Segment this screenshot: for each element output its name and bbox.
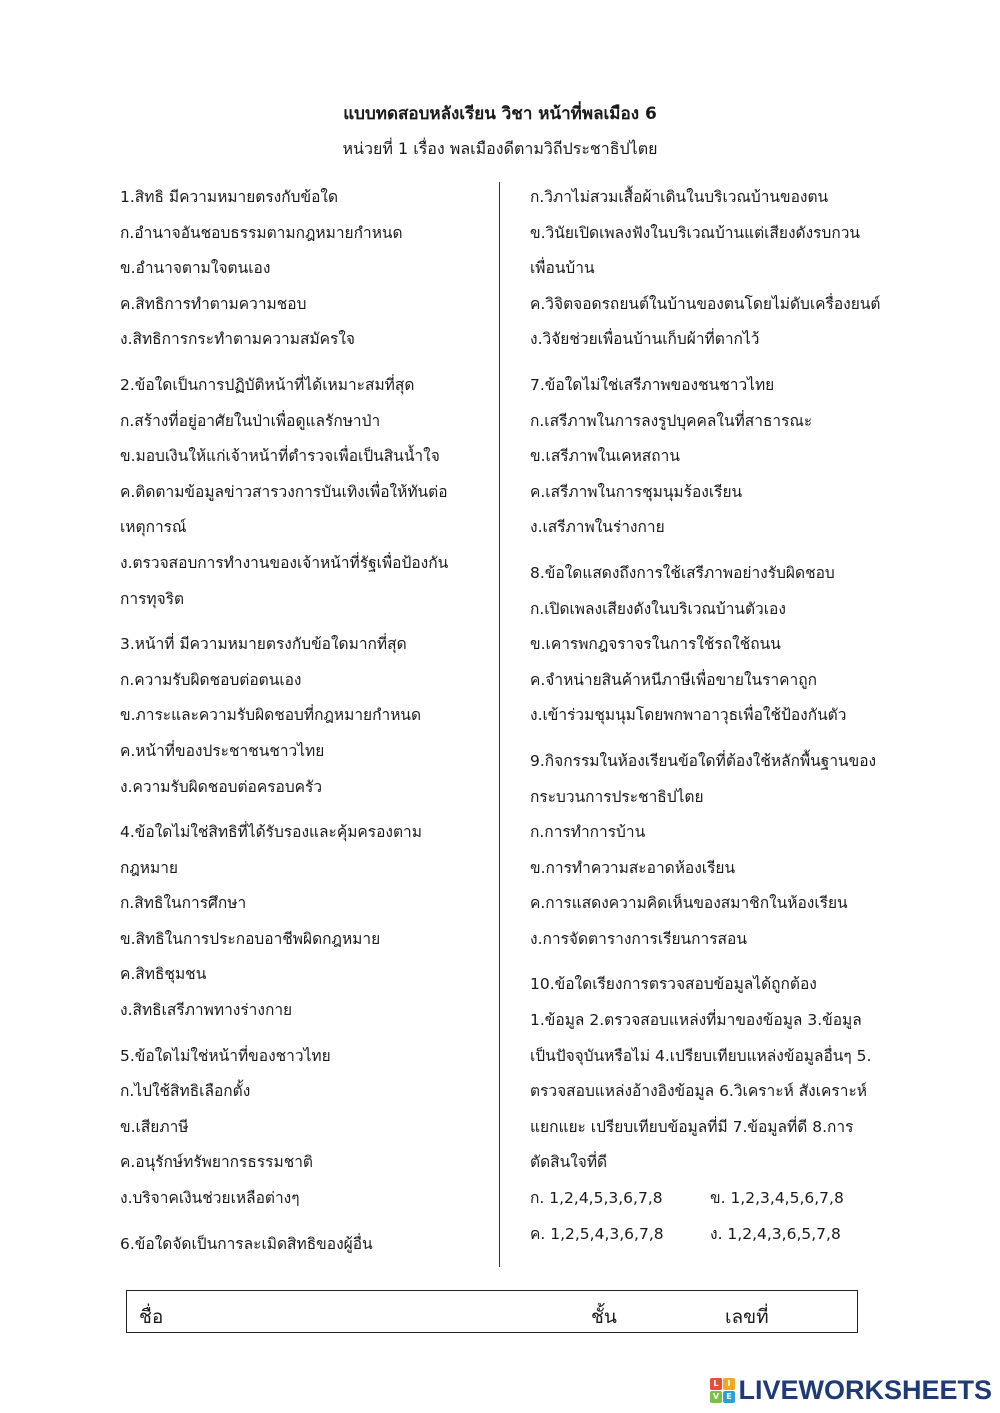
class-label[interactable]: ชั้น [591,1306,617,1328]
question-line[interactable]: ค.สิทธิชุมชน [120,965,207,984]
question-line[interactable]: ง.เสรีภาพในร่างกาย [530,518,665,537]
question-line[interactable]: ง.ตรวจสอบการทำงานของเจ้าหน้าที่รัฐเพื่อป้องกัน [120,553,449,572]
page-title: แบบทดสอบหลังเรียน วิชา หน้าที่พลเมือง 6 [343,104,657,124]
q10-choice-c[interactable]: ค. 1,2,5,4,3,6,7,8 [530,1224,664,1243]
question-line: 5.ข้อใดไม่ใช่หน้าที่ของชาวไทย [120,1046,331,1065]
name-box [126,1290,858,1333]
question-line[interactable]: ก.ไปใช้สิทธิเลือกตั้ง [120,1082,251,1101]
question-line[interactable]: ง.สิทธิการกระทำตามความสมัครใจ [120,330,356,349]
logo-text: LIVEWORKSHEETS [738,1374,992,1405]
liveworksheets-mark-icon [709,1377,735,1403]
page-subtitle: หน่วยที่ 1 เรื่อง พลเมืองดีตามวิถีประชาธิปไตย [342,139,658,158]
question-line: 8.ข้อใดแสดงถึงการใช้เสรีภาพอย่างรับผิดชอบ [530,563,835,582]
question-line[interactable]: ก.เสรีภาพในการลงรูปบุคคลในที่สาธารณะ [530,411,813,430]
question-line[interactable]: ข.เสรีภาพในเคหสถาน [530,447,680,466]
question-line[interactable]: ข.ภาระและความรับผิดชอบที่กฎหมายกำหนด [120,706,422,725]
question-line: 9.กิจกรรมในห้องเรียนข้อใดที่ต้องใช้หลักพื้นฐานของ [530,751,877,770]
question-line[interactable]: แยกแยะ เปรียบเทียบข้อมูลที่มี 7.ข้อมูลที่ดี 8.การ [530,1117,854,1136]
question-block [120,633,495,811]
question-block [120,374,495,623]
question-line: 2.ข้อใดเป็นการปฏิบัติหน้าที่ได้เหมาะสมที่สุด [120,375,415,394]
question-line: ก.วิภาไม่สวมเสื้อผ้าเดินในบริเวณบ้านของตน [530,188,829,206]
question-line[interactable]: เป็นปัจจุบันหรือไม่ 4.เปรียบเทียบแหล่งข้อมูลอื่นๆ 5. [530,1046,872,1065]
question-line[interactable]: ข.เสียภาษี [120,1117,189,1136]
question-line[interactable]: ค.การแสดงความคิดเห็นของสมาชิกในห้องเรียน [530,894,848,913]
question-line[interactable]: ค.อนุรักษ์ทรัพยากรธรรมชาติ [120,1153,314,1172]
number-label[interactable]: เลขที่ [725,1306,769,1328]
question-line[interactable]: ข.สิทธิในการประกอบอาชีพผิดกฎหมาย [120,929,381,948]
right-column [530,186,900,1258]
question-line[interactable]: ก.ความรับผิดชอบต่อตนเอง [120,670,302,689]
question-line[interactable]: ข.วินัยเปิดเพลงฟังในบริเวณบ้านแต่เสียงดังรบกวน [530,223,861,242]
q10-choices-row [530,1223,900,1259]
question-line[interactable]: ข.อำนาจตามใจตนเอง [120,259,271,278]
question-line[interactable]: ง.การจัดตารางการเรียนการสอน [530,929,747,948]
question-line[interactable]: ง.บริจาคเงินช่วยเหลือต่างๆ [120,1189,300,1208]
question-line[interactable]: ก.การทำการบ้าน [530,823,646,842]
name-label[interactable]: ชื่อ [139,1306,164,1328]
question-block [530,750,900,964]
question-block [530,374,900,552]
question-block [120,1233,495,1269]
question-line[interactable]: กระบวนการประชาธิปไตย [530,787,704,806]
question-line: 6.ข้อใดจัดเป็นการละเมิดสิทธิของผู้อื่น [120,1234,373,1253]
question-line[interactable]: กฎหมาย [120,858,179,877]
question-block [530,186,900,364]
logo-mark-tile: E [723,1391,735,1403]
q10-choice-b[interactable]: ข. 1,2,3,4,5,6,7,8 [710,1189,844,1208]
question-line[interactable]: ง.ความรับผิดชอบต่อครอบครัว [120,777,323,796]
logo-mark-tile: L [710,1378,722,1390]
question-line[interactable]: ง.วิจัยช่วยเพื่อนบ้านเก็บผ้าที่ตากไว้ [530,330,760,349]
question-line[interactable]: ตรวจสอบแหล่งอ้างอิงข้อมูล 6.วิเคราะห์ สังเคราะห์ [530,1082,867,1101]
question-gap [120,811,495,821]
question-block [530,562,900,740]
question-line[interactable]: เหตุการณ์ [120,518,187,537]
question-line[interactable]: ค.สิทธิการทำตามความชอบ [120,294,307,313]
left-column [120,186,495,1268]
question-block [120,1045,495,1223]
question-gap [530,963,900,973]
question-gap [120,364,495,374]
question-gap [120,623,495,633]
question-line[interactable]: 1.ข้อมูล 2.ตรวจสอบแหล่งที่มาของข้อมูล 3.ข้อมูล [530,1011,862,1030]
question-line[interactable]: ง.สิทธิเสรีภาพทางร่างกาย [120,1001,293,1020]
question-block [530,973,900,1187]
question-gap [120,1223,495,1233]
q10-choice-d[interactable]: ง. 1,2,4,3,6,5,7,8 [710,1224,841,1243]
question-line[interactable]: ก.สร้างที่อยู่อาศัยในป่าเพื่อดูแลรักษาป่า [120,411,381,430]
question-line: 3.หน้าที่ มีความหมายตรงกับข้อใดมากที่สุด [120,635,407,654]
question-line: 10.ข้อใดเรียงการตรวจสอบข้อมูลได้ถูกต้อง [530,975,817,994]
q10-choice-a[interactable]: ก. 1,2,4,5,3,6,7,8 [530,1189,663,1208]
question-block [120,186,495,364]
question-line[interactable]: เพื่อนบ้าน [530,259,595,278]
question-line[interactable]: ก.เปิดเพลงเสียงดังในบริเวณบ้านตัวเอง [530,599,786,618]
question-line: 4.ข้อใดไม่ใช่สิทธิที่ได้รับรองและคุ้มครองตาม [120,823,422,842]
question-line[interactable]: ค.จำหน่ายสินค้าหนีภาษีเพื่อขายในราคาถูก [530,670,817,689]
question-block [120,821,495,1035]
question-line[interactable]: การทุจริต [120,589,185,608]
logo-mark-tile: I [723,1378,735,1390]
question-line[interactable]: ค.ติดตามข้อมูลข่าวสารวงการบันเทิงเพื่อให้ทันต่อ [120,482,448,501]
question-gap [530,364,900,374]
question-gap [530,552,900,562]
column-divider [499,182,500,1267]
question-gap [120,1035,495,1045]
question-line[interactable]: ข.เคารพกฎจราจรในการใช้รถใช้ถนน [530,635,781,654]
logo-mark-tile: V [710,1391,722,1403]
question-line[interactable]: ค.เสรีภาพในการชุมนุมร้องเรียน [530,482,743,501]
question-line[interactable]: ตัดสินใจที่ดี [530,1153,608,1172]
question-line[interactable]: ก.สิทธิในการศึกษา [120,894,247,913]
question-gap [530,740,900,750]
question-line: 7.ข้อใดไม่ใช่เสรีภาพของชนชาวไทย [530,375,775,394]
q10-choices-row [530,1187,900,1223]
question-line[interactable]: ข.มอบเงินให้แก่เจ้าหน้าที่ตำรวจเพื่อเป็นสินน้ำใจ [120,447,440,466]
liveworksheets-logo [709,1375,992,1405]
question-line: 1.สิทธิ มีความหมายตรงกับข้อใด [120,188,339,206]
question-line[interactable]: ค.วิจิตจอดรถยนต์ในบ้านของตนโดยไม่ดับเครื่องยนต์ [530,294,881,313]
question-line[interactable]: ง.เข้าร่วมชุมนุมโดยพกพาอาวุธเพื่อใช้ป้องกันตัว [530,706,847,725]
question-line[interactable]: ค.หน้าที่ของประชาชนชาวไทย [120,741,325,760]
question-line[interactable]: ก.อำนาจอันชอบธรรมตามกฎหมายกำหนด [120,223,403,242]
question-line[interactable]: ข.การทำความสะอาดห้องเรียน [530,858,736,877]
